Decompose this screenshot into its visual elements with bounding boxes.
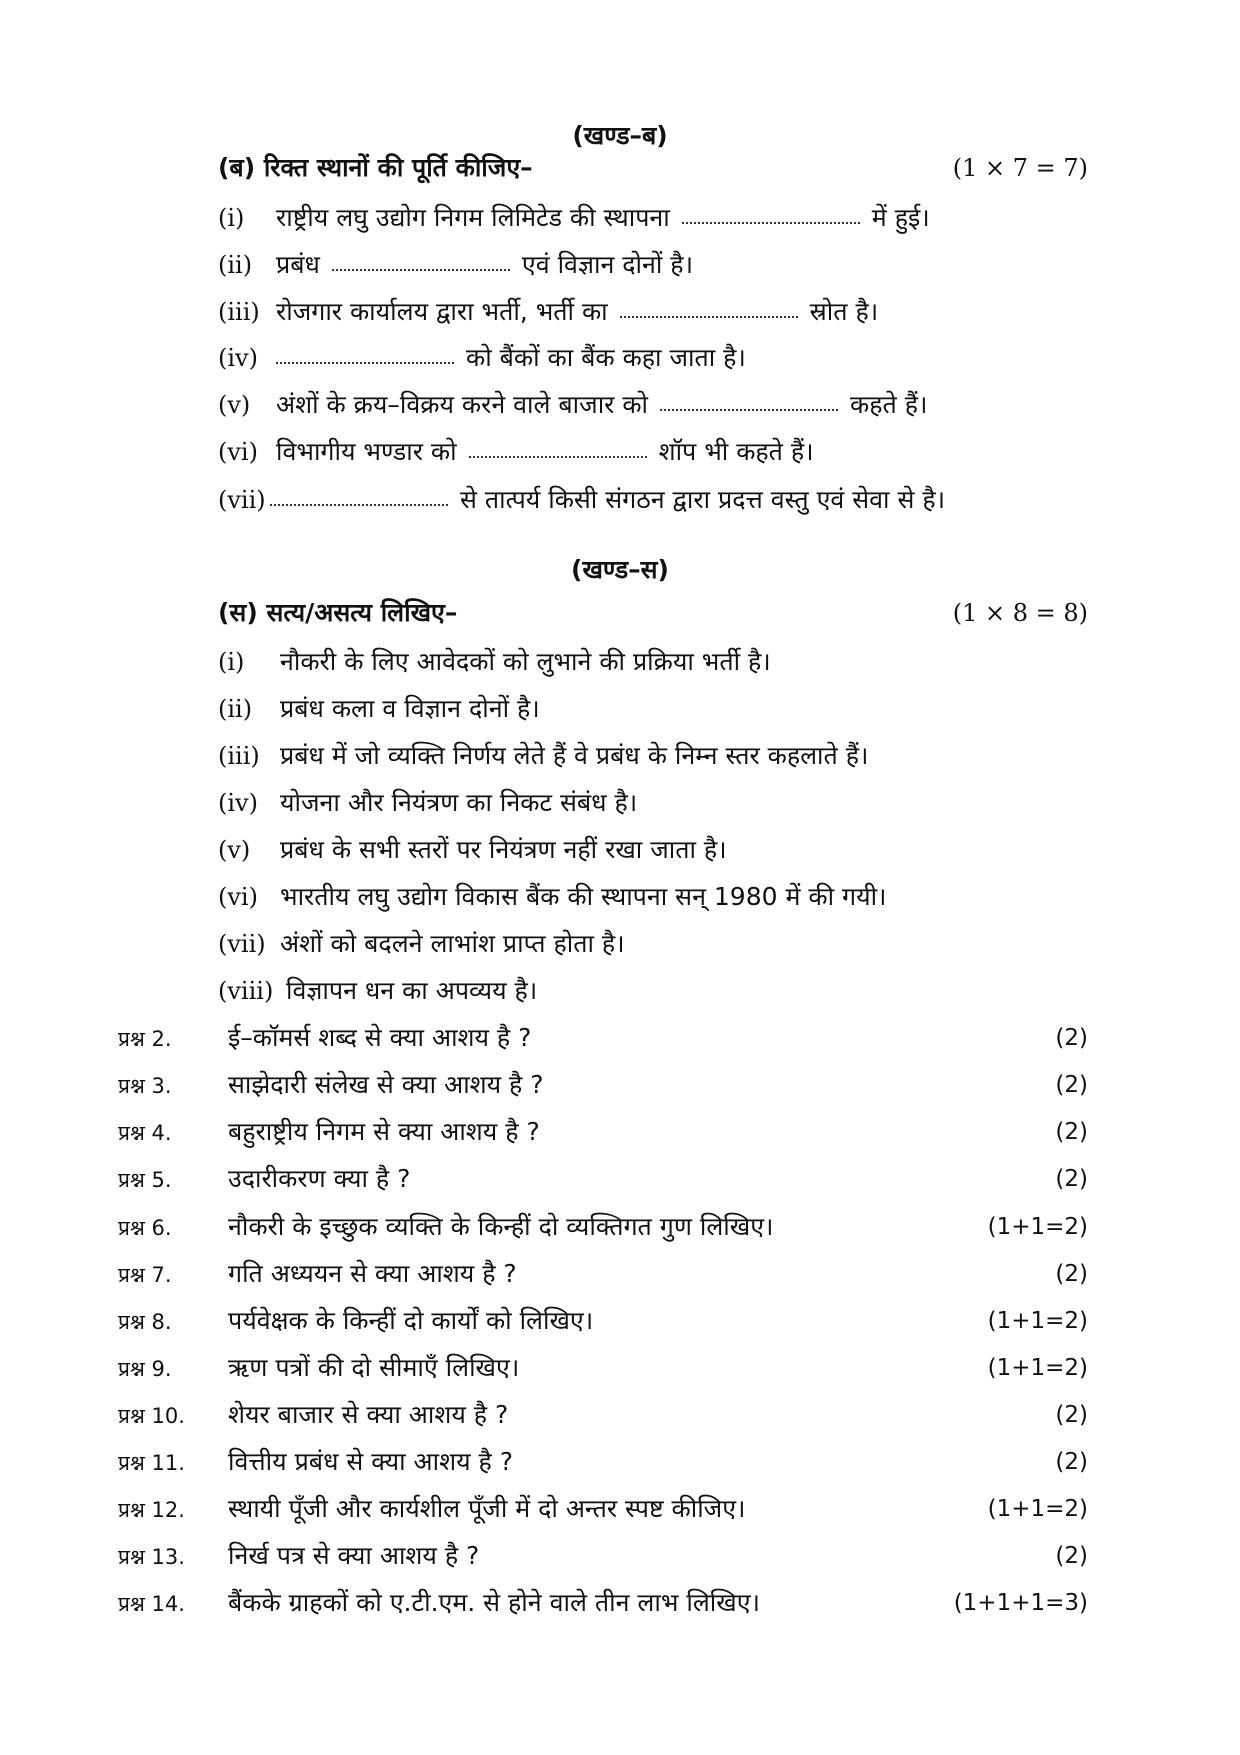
question-marks: (2) [1055, 1449, 1088, 1475]
blank-line [276, 340, 454, 364]
section-c-title-row [218, 593, 1088, 633]
question-row [118, 1112, 1088, 1152]
item-number: (vii) [218, 486, 266, 514]
question-row [118, 1536, 1088, 1576]
true-false-item [218, 642, 1088, 682]
section-b-title-row [218, 148, 1088, 188]
question-text: वित्तीय प्रबंध से क्या आशय है ? [228, 1447, 514, 1476]
item-number: (iii) [218, 742, 260, 770]
fill-blank-item [218, 198, 1088, 238]
item-number: (vi) [218, 438, 258, 466]
question-marks: (2) [1055, 1543, 1088, 1569]
question-text: साझेदारी संलेख से क्या आशय है ? [228, 1070, 544, 1099]
item-text: प्रबंध के सभी स्तरों पर नियंत्रण नहीं रखा जाता है। [280, 835, 727, 864]
question-marks: (2) [1055, 1025, 1088, 1051]
item-number: (v) [218, 836, 251, 864]
question-label: प्रश्न 13. [118, 1545, 185, 1569]
item-text: भारतीय लघु उद्योग विकास बैंक की स्थापना सन् 1980 में की गयी। [280, 882, 887, 911]
question-text: ई–कॉमर्स शब्द से क्या आशय है ? [228, 1023, 532, 1052]
blank-line [469, 434, 647, 458]
question-row [118, 1395, 1088, 1435]
item-text: विज्ञापन धन का अपव्यय है। [286, 976, 538, 1005]
fill-blank-item [218, 338, 1088, 378]
item-number: (iv) [218, 789, 258, 817]
fill-blank-item [218, 480, 1088, 520]
item-text-after: एवं विज्ञान दोनों है। [521, 250, 694, 279]
question-marks: (2) [1055, 1119, 1088, 1145]
question-row [118, 1159, 1088, 1199]
item-text-after: कहते हैं। [850, 390, 928, 419]
item-text: प्रबंध कला व विज्ञान दोनों है। [280, 694, 540, 723]
question-marks: (1+1=2) [987, 1355, 1088, 1381]
question-row [118, 1018, 1088, 1058]
item-text-after: में हुई। [871, 203, 930, 232]
item-number: (vii) [218, 930, 266, 958]
question-label: प्रश्न 6. [118, 1216, 172, 1240]
question-text: नौकरी के इच्छुक व्यक्ति के किन्हीं दो व्यक्तिगत गुण लिखिए। [228, 1212, 774, 1241]
question-row [118, 1348, 1088, 1388]
item-text: अंशों को बदलने लाभांश प्राप्त होता है। [280, 929, 625, 958]
true-false-item [218, 736, 1088, 776]
item-number: (ii) [218, 695, 253, 723]
true-false-item [218, 924, 1088, 964]
question-text: ऋण पत्रों की दो सीमाएँ लिखिए। [228, 1353, 520, 1382]
section-c-marks: (1 × 8 = 8) [952, 599, 1088, 627]
item-text-before: विभागीय भण्डार को [276, 437, 457, 466]
question-label: प्रश्न 4. [118, 1121, 172, 1145]
question-row [118, 1301, 1088, 1341]
true-false-item [218, 830, 1088, 870]
fill-blank-item [218, 292, 1088, 332]
question-text: निर्ख पत्र से क्या आशय है ? [228, 1541, 480, 1570]
blank-line [620, 294, 798, 318]
question-marks: (2) [1055, 1072, 1088, 1098]
question-row [118, 1583, 1088, 1623]
true-false-item [218, 783, 1088, 823]
section-b-title: (ब) रिक्त स्थानों की पूर्ति कीजिए– [218, 153, 533, 182]
question-text: गति अध्ययन से क्या आशय है ? [228, 1259, 517, 1288]
section-c-title: (स) सत्य/असत्य लिखिए– [218, 598, 458, 627]
item-text: योजना और नियंत्रण का निकट संबंध है। [280, 788, 638, 817]
blank-line [270, 482, 448, 506]
question-label: प्रश्न 14. [118, 1592, 185, 1616]
question-row [118, 1442, 1088, 1482]
item-text-before: अंशों के क्रय–विक्रय करने वाले बाजार को [276, 390, 649, 419]
question-row [118, 1065, 1088, 1105]
item-number: (ii) [218, 251, 253, 279]
section-c-heading: (खण्ड–स) [571, 555, 669, 584]
question-text: उदारीकरण क्या है ? [228, 1164, 411, 1193]
question-row [118, 1489, 1088, 1529]
item-number: (vi) [218, 883, 258, 911]
item-text-before: प्रबंध [276, 250, 320, 279]
blank-line [660, 387, 838, 411]
question-text: बैंकके ग्राहकों को ए.टी.एम. से होने वाले तीन लाभ लिखिए। [228, 1588, 761, 1617]
question-text: शेयर बाजार से क्या आशय है ? [228, 1400, 509, 1429]
question-label: प्रश्न 9. [118, 1357, 172, 1381]
item-text-before: रोजगार कार्यालय द्वारा भर्ती, भर्ती का [276, 297, 608, 326]
question-label: प्रश्न 12. [118, 1498, 185, 1522]
question-label: प्रश्न 10. [118, 1404, 185, 1428]
item-number: (v) [218, 391, 251, 419]
item-text-after: को बैंकों का बैंक कहा जाता है। [466, 343, 746, 372]
question-label: प्रश्न 11. [118, 1451, 185, 1475]
question-label: प्रश्न 8. [118, 1310, 172, 1334]
question-label: प्रश्न 2. [118, 1027, 172, 1051]
section-b-heading: (खण्ड–ब) [572, 121, 668, 150]
question-label: प्रश्न 5. [118, 1168, 172, 1192]
question-row [118, 1254, 1088, 1294]
question-text: बहुराष्ट्रीय निगम से क्या आशय है ? [228, 1117, 540, 1146]
item-text: प्रबंध में जो व्यक्ति निर्णय लेते हैं वे प्रबंध के निम्न स्तर कहलाते हैं। [280, 741, 869, 770]
blank-line [332, 247, 510, 271]
true-false-item [218, 877, 1088, 917]
question-text: स्थायी पूँजी और कार्यशील पूँजी में दो अन्तर स्पष्ट कीजिए। [228, 1494, 746, 1523]
item-text-before: राष्ट्रीय लघु उद्योग निगम लिमिटेड की स्थापना [276, 203, 670, 232]
fill-blank-item [218, 432, 1088, 472]
question-marks: (2) [1055, 1166, 1088, 1192]
question-marks: (1+1+1=3) [953, 1590, 1088, 1616]
fill-blank-item [218, 245, 1088, 285]
fill-blank-item [218, 385, 1088, 425]
item-text-after: से तात्पर्य किसी संगठन द्वारा प्रदत्त वस्तु एवं सेवा से है। [460, 485, 946, 514]
question-label: प्रश्न 7. [118, 1263, 172, 1287]
blank-line [682, 200, 860, 224]
section-b-marks: (1 × 7 = 7) [952, 154, 1088, 182]
item-number: (iv) [218, 344, 258, 372]
item-text: नौकरी के लिए आवेदकों को लुभाने की प्रक्रिया भर्ती है। [280, 647, 771, 676]
item-number: (viii) [218, 977, 274, 1005]
question-marks: (2) [1055, 1402, 1088, 1428]
question-marks: (2) [1055, 1261, 1088, 1287]
item-number: (iii) [218, 298, 260, 326]
item-number: (i) [218, 204, 245, 232]
question-label: प्रश्न 3. [118, 1074, 172, 1098]
question-marks: (1+1=2) [987, 1496, 1088, 1522]
item-text-after: शॉप भी कहते हैं। [658, 437, 814, 466]
question-text: पर्यवेक्षक के किन्हीं दो कार्यों को लिखिए। [228, 1306, 594, 1335]
item-number: (i) [218, 648, 245, 676]
question-marks: (1+1=2) [987, 1308, 1088, 1334]
true-false-item [218, 689, 1088, 729]
question-row [118, 1207, 1088, 1247]
item-text-after: स्रोत है। [809, 297, 879, 326]
question-marks: (1+1=2) [987, 1214, 1088, 1240]
true-false-item [218, 971, 1088, 1011]
